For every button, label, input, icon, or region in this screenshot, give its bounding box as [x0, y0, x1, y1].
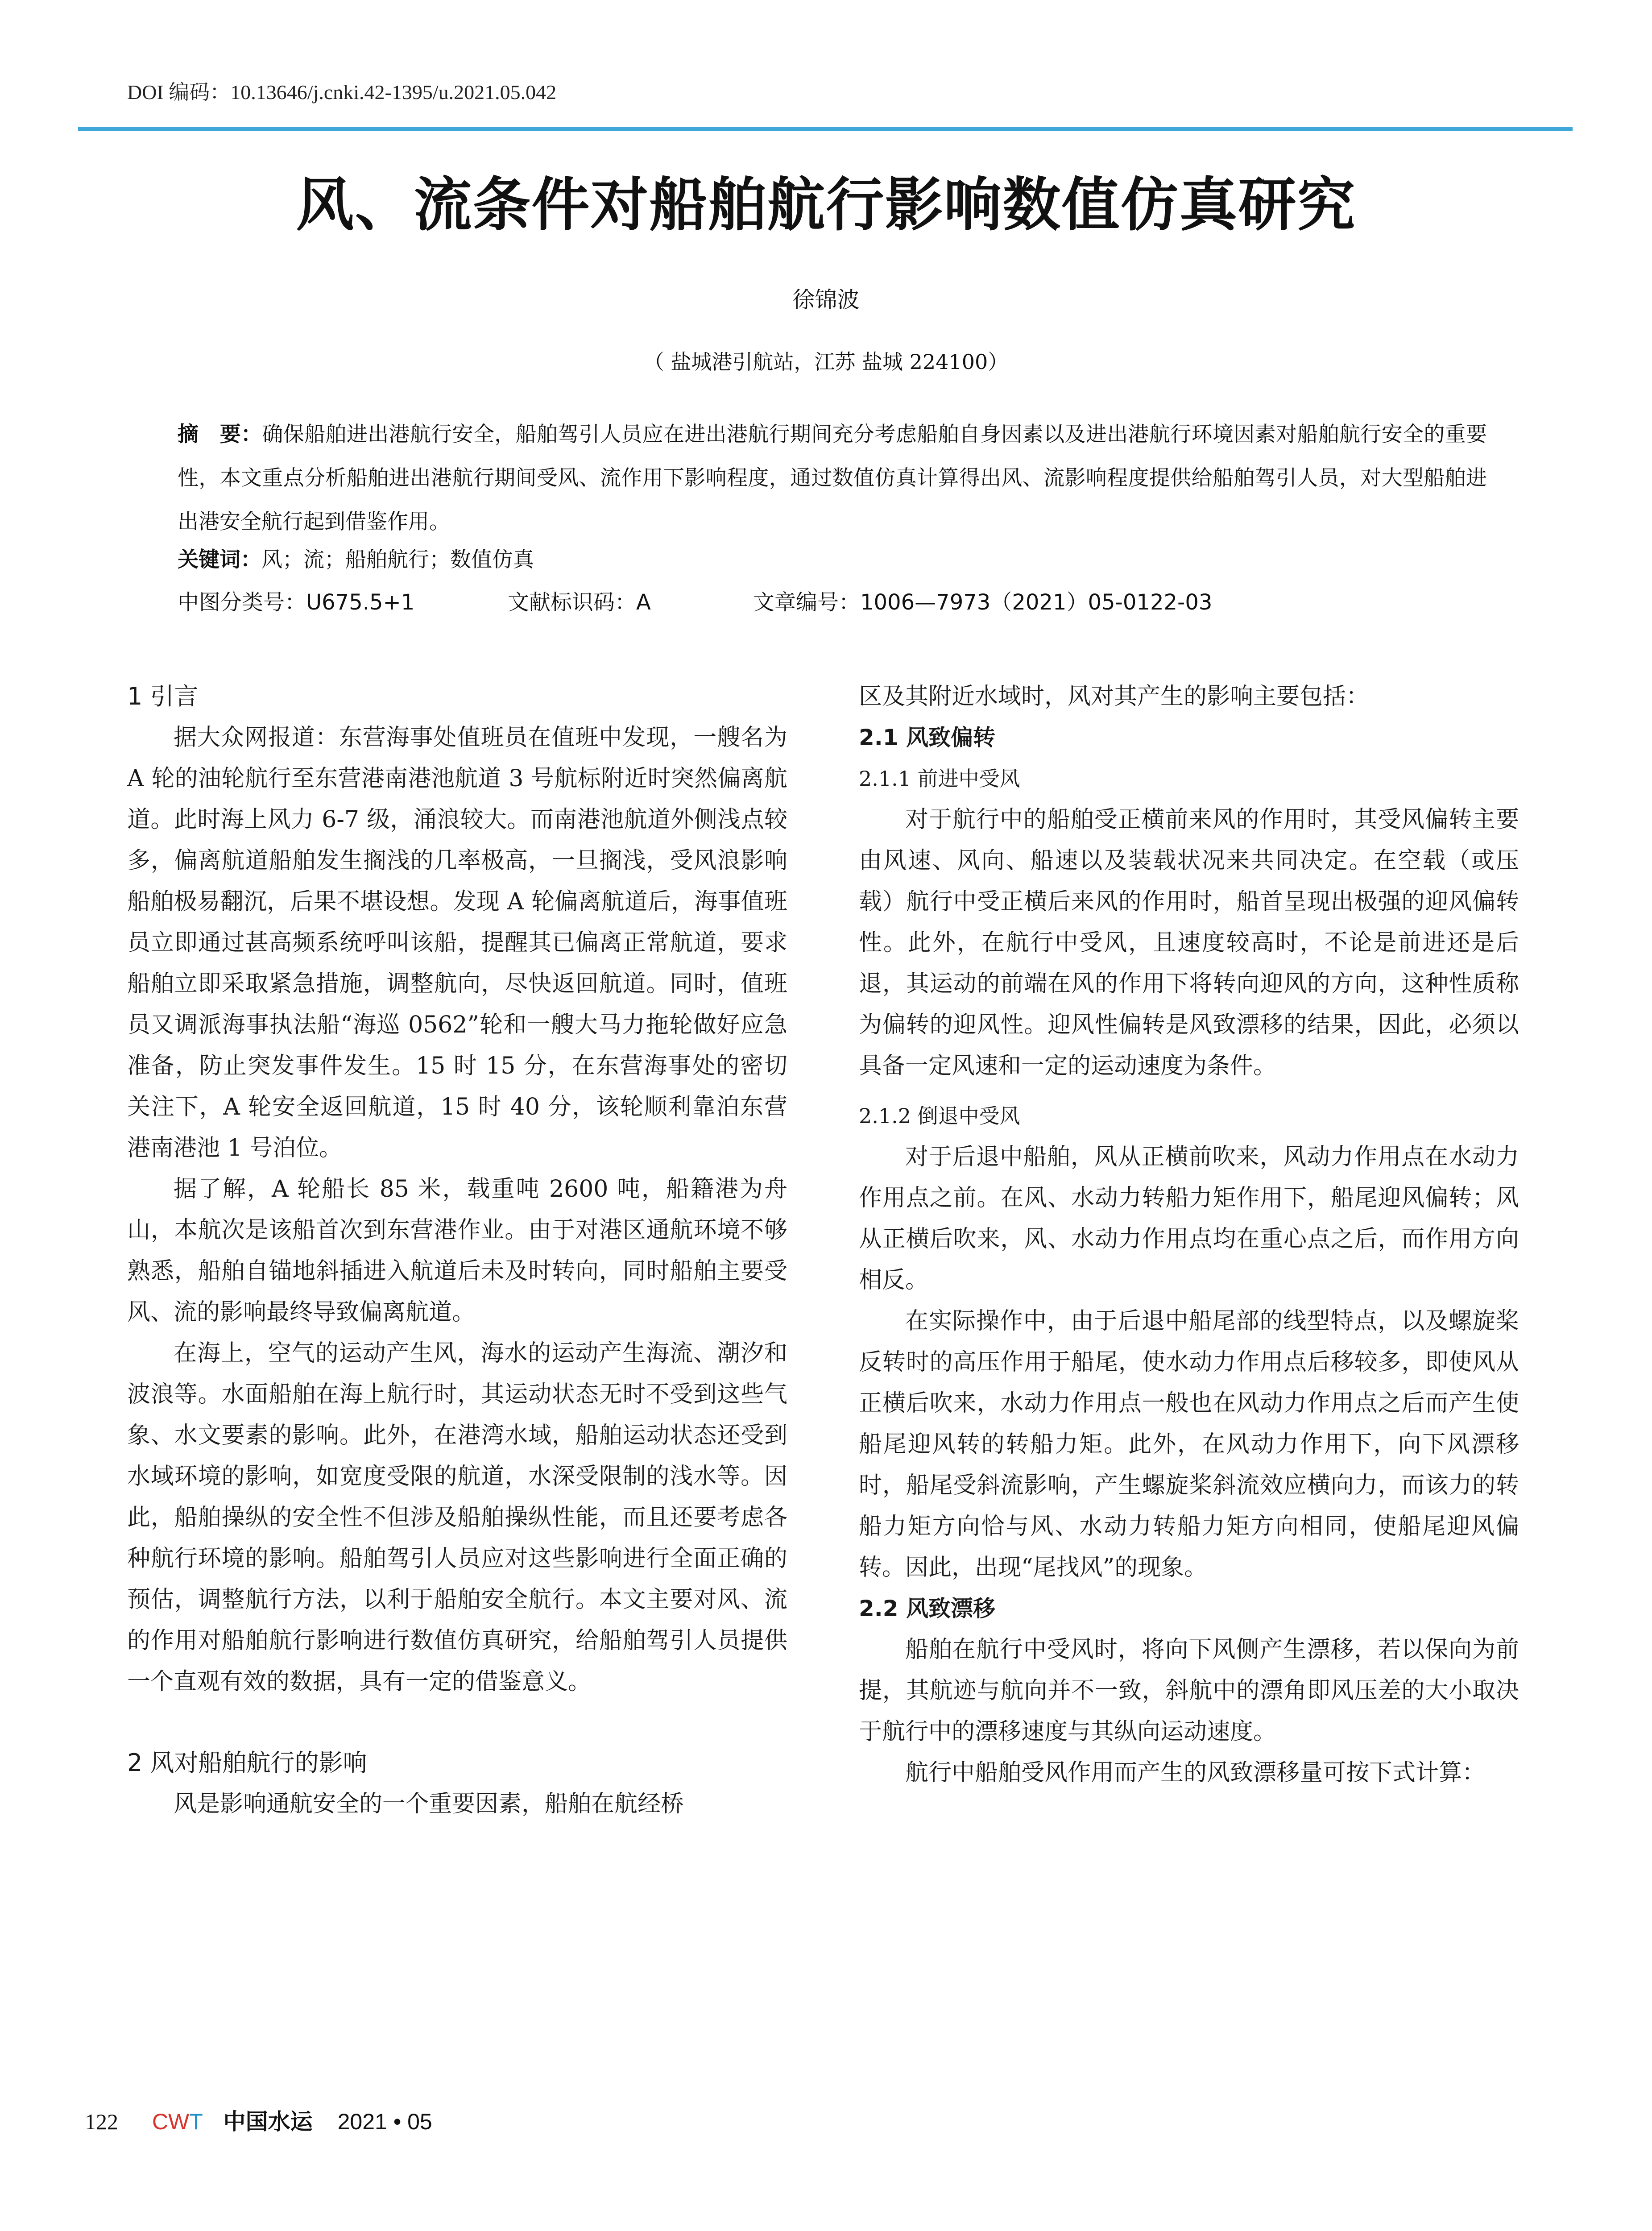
page-number: 122 [85, 2109, 118, 2134]
keywords [178, 542, 1487, 578]
author-affiliation: （ 盐城港引航站，江苏 盐城 224100） [643, 350, 1009, 374]
paragraph: 据大众网报道：东营海事处值班员在值班中发现，一艘名为 A 轮的油轮航行至东营港南港池航道 3 号航标附近时突然偏离航道。此时海上风力 6-7 级，涌浪较大。而南港池航道外侧浅点较多，偏离航道船舶发生搁浅的几率极高，一旦搁浅，受风浪影响船舶极易翻沉，后果不堪设想。发现 A 轮偏离航道后，海事值班员立即通过甚高频系统呼叫该船，提醒其已偏离正常航道，要求船舶立即采取紧急措施，调整航向，尽快返回航道。同时，值班员又调派海事执法船“海巡 0562”轮和一艘大马力拖轮做好应急准备，防止突发事件发生。15 时 15 分，在东营海事处的密切关注下，A 轮安全返回航道，15 时 40 分，该轮顺利靠泊东营港南港池 1 号泊位。 [127, 724, 787, 1161]
section-heading-2-1-2: 2.1.2 倒退中受风 [859, 1104, 1020, 1128]
paragraph: 据了解，A 轮船长 85 米，载重吨 2600 吨，船籍港为舟山，本航次是该船首次到东营港作业。由于对港区通航环境不够熟悉，船舶自锚地斜插进入航道后未及时转向，同时船舶主要受风、流的影响最终导致偏离航道。 [127, 1176, 787, 1326]
keywords-text: 风；流；船舶航行；数值仿真 [261, 547, 534, 572]
paragraph: 航行中船舶受风作用而产生的风致漂移量可按下式计算： [905, 1759, 1486, 1786]
clc-number: 中图分类号：U675.5+1 [178, 590, 415, 615]
journal-name: 中国水运 [223, 2108, 313, 2135]
doi-line: DOI 编码：10.13646/j.cnki.42-1395/u.2021.05.042 [127, 81, 557, 104]
paragraph: 对于后退中船舶，风从正横前吹来，风动力作用点在水动力作用点之前。在风、水动力转船力矩作用下，船尾迎风偏转；风从正横后吹来，风、水动力作用点均在重心点之后，而作用方向相反。 [859, 1144, 1519, 1294]
author-name: 徐锦波 [792, 287, 860, 313]
logo-cw: CW [152, 2109, 190, 2134]
header-rule [78, 127, 1573, 131]
paragraph: 在海上，空气的运动产生风，海水的运动产生海流、潮汐和波浪等。水面船舶在海上航行时，其运动状态无时不受到这些气象、水文要素的影响。此外，在港湾水域，船舶运动状态还受到水域环境的影响，如宽度受限的航道，水深受限制的浅水等。因此，船舶操纵的安全性不但涉及船舶操纵性能，而且还要考虑各种航行环境的影响。船舶驾引人员应对这些影响进行全面正确的预估，调整航行方法，以利于船舶安全航行。本文主要对风、流的作用对船舶航行影响进行数值仿真研究，给船舶驾引人员提供一个直观有效的数据，具有一定的借鉴意义。 [127, 1340, 787, 1695]
abstract-label: 摘 要： [178, 422, 262, 447]
article-number: 文章编号：1006—7973（2021）05-0122-03 [753, 590, 1213, 615]
abstract-text: 确保船舶进出港航行安全，船舶驾引人员应在进出港航行期间充分考虑船舶自身因素以及进出港航行环境因素对船舶航行安全的重要性，本文重点分析船舶进出港航行期间受风、流作用下影响程度，通过数值仿真计算得出风、流影响程度提供给船舶驾引人员，对大型船舶进出港安全航行起到借鉴作用。 [178, 422, 1487, 534]
paragraph: 船舶在航行中受风时，将向下风侧产生漂移，若以保向为前提，其航迹与航向并不一致，斜航中的漂角即风压差的大小取决于航行中的漂移速度与其纵向运动速度。 [859, 1636, 1519, 1745]
abstract [178, 413, 1487, 544]
section-heading-2-1-1: 2.1.1 前进中受风 [859, 767, 1020, 791]
section-heading-2-2: 2.2 风致漂移 [859, 1596, 995, 1621]
document-code: 文献标识码：A [508, 590, 651, 615]
right-column [859, 676, 1519, 1793]
left-column [127, 676, 787, 1825]
paragraph: 对于航行中的船舶受正横前来风的作用时，其受风偏转主要由风速、风向、船速以及装载状况来共同决定。在空载（或压载）航行中受正横后来风的作用时，船首呈现出极强的迎风偏转性。此外，在航行中受风，且速度较高时，不论是前进还是后退，其运动的前端在风的作用下将转向迎风的方向，这种性质称为偏转的迎风性。迎风性偏转是风致漂移的结果，因此，必须以具备一定风速和一定的运动速度为条件。 [859, 806, 1519, 1079]
paragraph: 在实际操作中，由于后退中船尾部的线型特点，以及螺旋桨反转时的高压作用于船尾，使水动力作用点后移较多，即使风从正横后吹来，水动力作用点一般也在风动力作用点之后而产生使船尾迎风转的转船力矩。此外，在风动力作用下，向下风漂移时，船尾受斜流影响，产生螺旋桨斜流效应横向力，而该力的转船力矩方向恰与风、水动力转船力矩方向相同，使船尾迎风偏转。因此，出现“尾找风”的现象。 [859, 1308, 1519, 1581]
journal-logo [152, 2109, 203, 2134]
keywords-label: 关键词： [178, 547, 261, 572]
article-title: 风、流条件对船舶航行影响数值仿真研究 [296, 170, 1356, 239]
issue-number: 2021 • 05 [337, 2109, 432, 2134]
section-heading-2-1: 2.1 风致偏转 [859, 725, 995, 751]
paragraph: 风是影响通航安全的一个重要因素，船舶在航经桥 [174, 1791, 684, 1817]
section-heading-2: 2 风对船舶航行的影响 [127, 1749, 367, 1777]
paragraph: 区及其附近水域时，风对其产生的影响主要包括： [859, 683, 1370, 710]
page-footer [85, 2104, 432, 2136]
logo-t: T [189, 2109, 203, 2134]
section-heading-1: 1 引言 [127, 682, 199, 710]
